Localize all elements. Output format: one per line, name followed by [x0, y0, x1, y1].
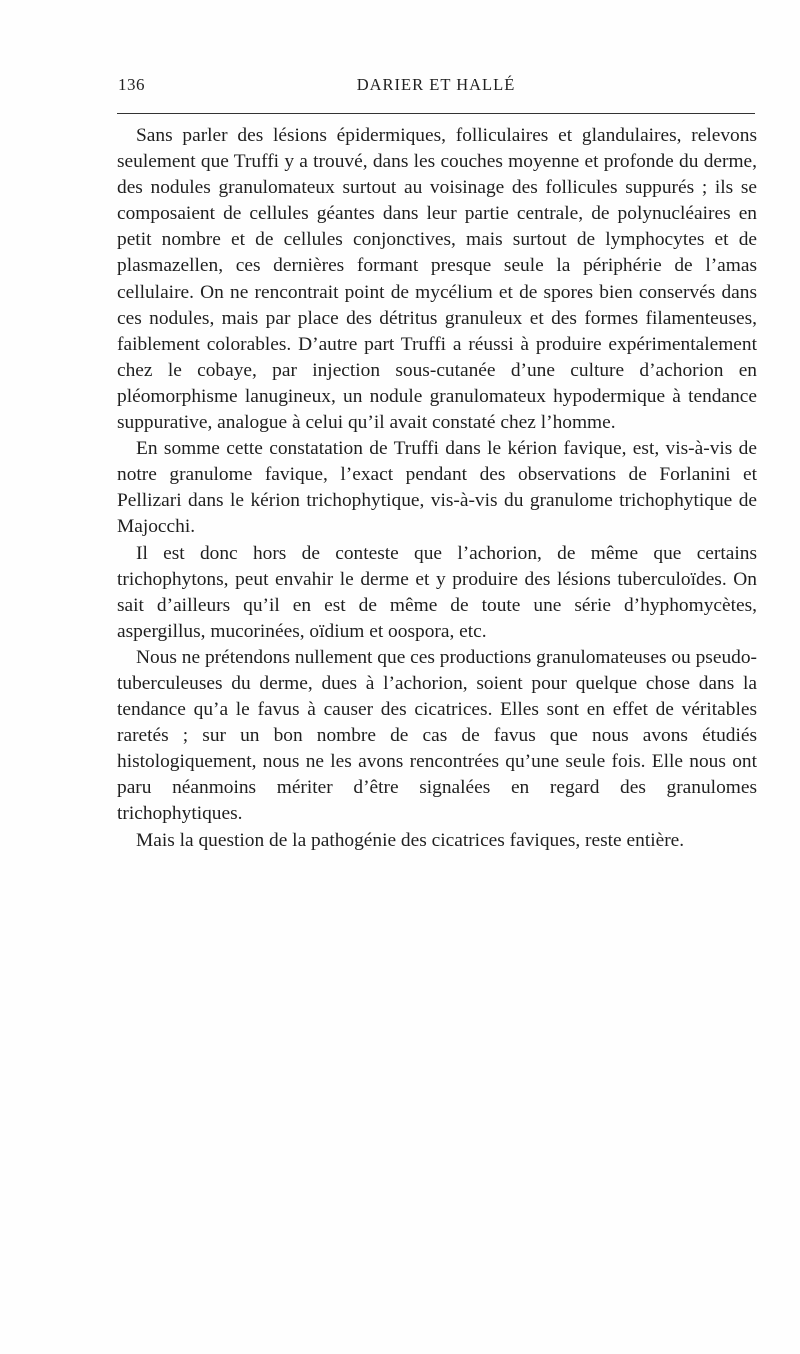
paragraph: Sans parler des lésions épidermiques, folliculaires et glandulaires, relevons seulement que Truffi y a trouvé, dans les couches moyenne et profonde du derme, des nodules granulomateux surtout au voisinage des follicules suppurés ; ils se composaient de cellules géantes dans leur partie centrale, de polynucléaires en petit nombre et de cellules conjonctives, mais surtout de lymphocytes et de plasmazellen, ces dernières formant presque seule la périphérie de l’amas cellulaire. On ne rencontrait point de mycélium et de spores bien conservés dans ces nodules, mais par place des détritus granuleux et des formes filamenteuses, faiblement colorables. D’autre part Truffi a réussi à produire expérimentalement chez le cobaye, par injection sous-cutanée d’une culture d’achorion en pléomorphisme lanugineux, un nodule granulomateux hypodermique à tendance suppurative, analogue à celui qu’il avait constaté chez l’homme. [117, 125, 757, 434]
header-rule [117, 113, 755, 114]
page-header [118, 75, 754, 97]
paragraph: Il est donc hors de conteste que l’achorion, de même que certains trichophytons, peut envahir le derme et y produire des lésions tuberculoïdes. On sait d’ailleurs qu’il en est de même de toute une série d’hyphomycètes, aspergillus, mucorinées, oïdium et oospora, etc. [117, 542, 757, 642]
paragraph: En somme cette constatation de Truffi dans le kérion favique, est, vis-à-vis de notre granulome favique, l’exact pendant des observations de Forlanini et Pellizari dans le kérion trichophytique, vis-à-vis du granulome trichophytique de Majocchi. [117, 438, 757, 538]
running-head: DARIER ET HALLÉ [356, 75, 516, 94]
page-number: 136 [118, 75, 145, 94]
body-text [117, 123, 757, 854]
paragraph: Nous ne prétendons nullement que ces productions granulomateuses ou pseudo-tuberculeuses du derme, dues à l’achorion, soient pour quelque chose dans la tendance qu’a le favus à causer des cicatrices. Elles sont en effet de véritables raretés ; sur un bon nombre de cas de favus que nous avons étudiés histologiquement, nous ne les avons rencontrées qu’une seule fois. Elle nous ont paru néanmoins mériter d’être signalées en regard des granulomes trichophytiques. [117, 646, 757, 825]
paragraph: Mais la question de la pathogénie des cicatrices faviques, reste entière. [136, 829, 685, 851]
